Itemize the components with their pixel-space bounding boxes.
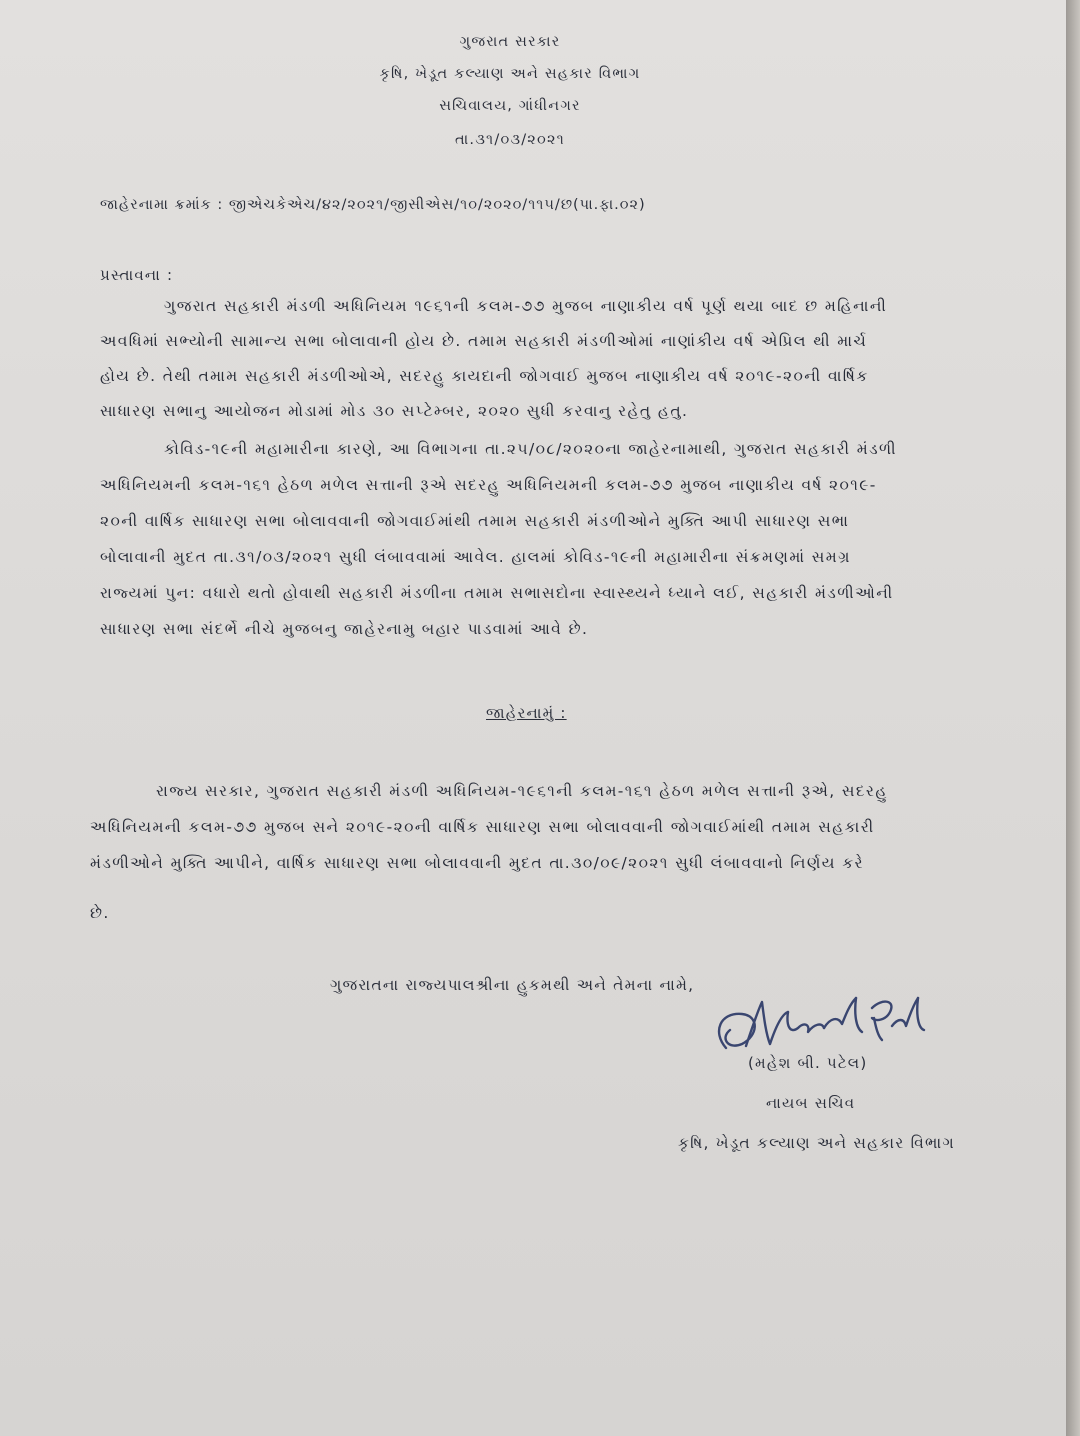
preamble-p2-line: અધિનિયમની કલમ-૧૬૧ હેઠળ મળેલ સત્તાની રૂએ સદરહુ અધિનિયમની કલમ-૭૭ મુજબ નાણાકીય વર્ષ ૨૦૧૯-	[100, 476, 877, 494]
officer-name: (મહેશ બી. પટેલ)	[748, 1054, 868, 1072]
officer-department: કૃષિ, ખેડૂત કલ્યાણ અને સહકાર વિભાગ	[678, 1134, 955, 1152]
header-government: ગુજરાત સરકાર	[459, 34, 561, 50]
notification-line: રાજ્ય સરકાર, ગુજરાત સહકારી મંડળી અધિનિયમ-૧૯૬૧ની કલમ-૧૬૧ હેઠળ મળેલ સત્તાની રૂએ, સદરહુ	[156, 782, 888, 800]
notification-line: અધિનિયમની કલમ-૭૭ મુજબ સને ૨૦૧૯-૨૦ની વાર્ષિક સાધારણ સભા બોલાવવાની જોગવાઈમાંથી તમામ સહકારી	[90, 818, 875, 836]
header-address: સચિવાલય, ગાંધીનગર	[439, 98, 581, 114]
order-line: ગુજરાતના રાજ્યપાલશ્રીના હુકમથી અને તેમના નામે,	[330, 976, 695, 994]
preamble-p1-line: હોય છે. તેથી તમામ સહકારી મંડળીઓએ, સદરહુ કાયદાની જોગવાઈ મુજબ નાણાકીય વર્ષ ૨૦૧૯-૨૦ની વાર્ષિક	[100, 367, 869, 385]
notification-line: મંડળીઓને મુક્તિ આપીને, વાર્ષિક સાધારણ સભા બોલાવવાની મુદત તા.૩૦/૦૯/૨૦૨૧ સુધી લંબાવવાનો નિર્ણય કરે	[90, 854, 864, 872]
header-department: કૃષિ, ખેડૂત કલ્યાણ અને સહકાર વિભાગ	[379, 66, 641, 82]
notification-number: જાહેરનામા ક્રમાંક : જીએચકેએચ/૪૨/૨૦૨૧/જીસીએસ/૧૦/૨૦૨૦/૧૧૫/છ(પા.ફા.૦૨)	[100, 197, 646, 213]
preamble-heading: પ્રસ્તાવના :	[100, 266, 174, 284]
preamble-p1-line: સાધારણ સભાનુ આયોજન મોડામાં મોડ ૩૦ સપ્ટેમ્બર, ૨૦૨૦ સુધી કરવાનુ રહેતુ હતુ.	[100, 402, 689, 420]
header-date: તા.૩૧/૦૩/૨૦૨૧	[455, 132, 565, 148]
preamble-p1-line: અવધિમાં સભ્યોની સામાન્ય સભા બોલાવાની હોય છે. તમામ સહકારી મંડળીઓમાં નાણાંકીય વર્ષ એપ્રિલ થી માર્ચ	[100, 332, 868, 350]
preamble-p2-line: કોવિડ-૧૯ની મહામારીના કારણે, આ વિભાગના તા.૨૫/૦૮/૨૦૨૦ના જાહેરનામાથી, ગુજરાત સહકારી મંડળી	[164, 440, 897, 458]
preamble-p1-line: ગુજરાત સહકારી મંડળી અધિનિયમ ૧૯૬૧ની કલમ-૭૭ મુજબ નાણાકીય વર્ષ પૂર્ણ થયા બાદ છ મહિનાની	[164, 297, 888, 315]
preamble-p2-line: રાજ્યમાં પુન: વધારો થતો હોવાથી સહકારી મંડળીના તમામ સભાસદોના સ્વાસ્થ્યને ધ્યાને લઈ, સહકારી મંડળીઓની	[100, 584, 894, 602]
preamble-p2-line: ૨૦ની વાર્ષિક સાધારણ સભા બોલાવવાની જોગવાઈમાંથી તમામ સહકારી મંડળીઓને મુક્તિ આપી સાધારણ સભા	[100, 512, 850, 530]
notification-line: છે.	[90, 904, 110, 922]
officer-designation: નાયબ સચિવ	[766, 1094, 856, 1112]
page-edge-shadow	[1066, 0, 1080, 1436]
preamble-p2-line: સાધારણ સભા સંદર્ભે નીચે મુજબનુ જાહેરનામુ બહાર પાડવામાં આવે છે.	[100, 620, 589, 638]
notification-heading: જાહેરનામું :	[486, 704, 567, 722]
preamble-p2-line: બોલાવાની મુદત તા.૩૧/૦૩/૨૦૨૧ સુધી લંબાવવામાં આવેલ. હાલમાં કોવિડ-૧૯ની મહામારીના સંક્રમણમાં સમગ્ર	[100, 548, 851, 566]
